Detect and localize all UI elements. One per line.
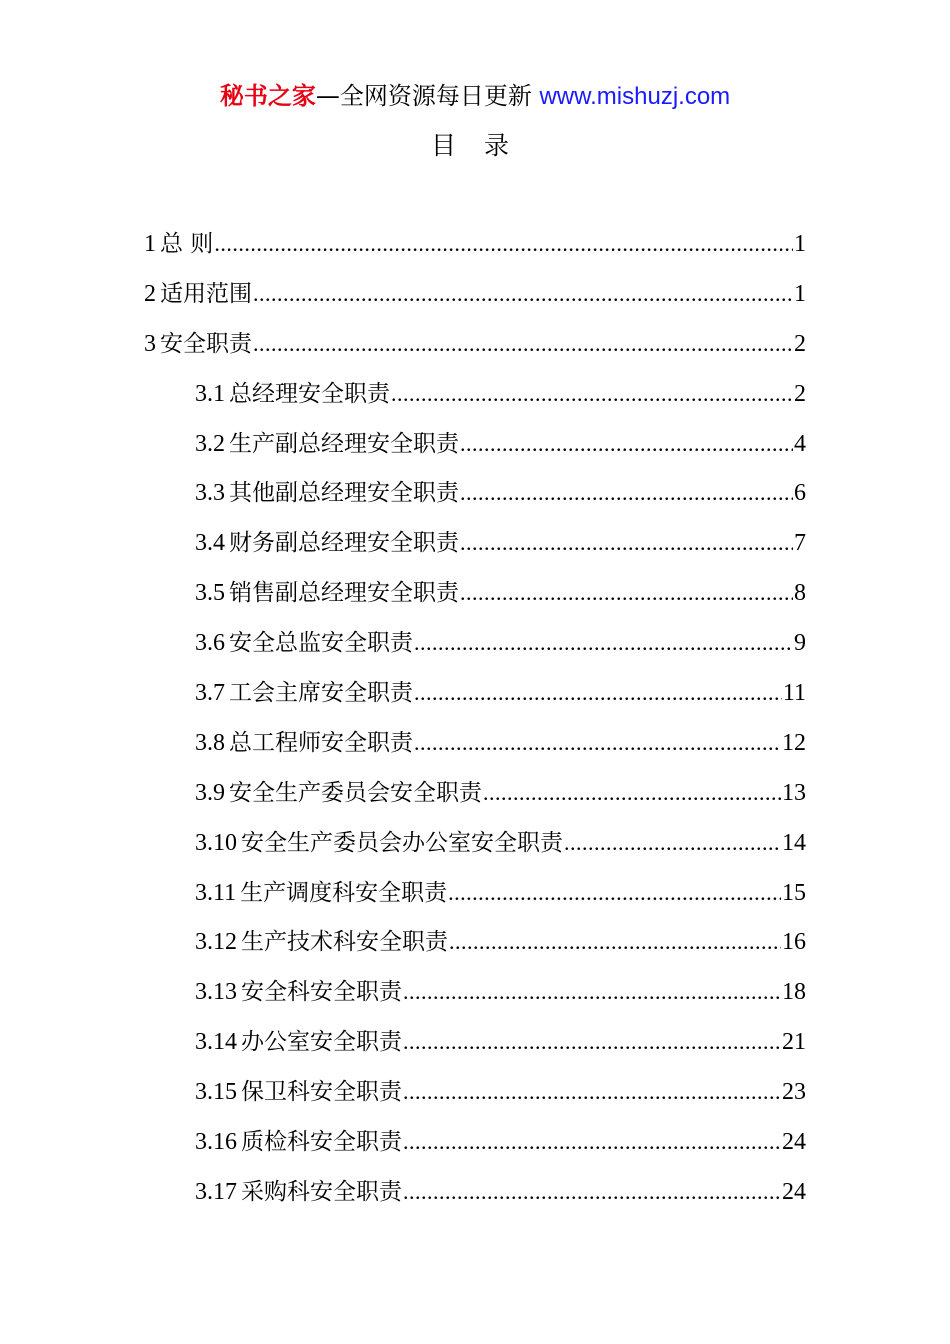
toc-entry-number: 3.9: [195, 779, 225, 806]
toc-entry[interactable]: [0, 723, 950, 773]
toc-entry-label: 工会主席安全职责: [229, 680, 413, 707]
toc-entry-page-number: 9: [794, 630, 806, 657]
toc-dot-leader: [403, 1072, 781, 1112]
toc-entry-label: 生产技术科安全职责: [241, 929, 448, 956]
site-header: [0, 80, 950, 113]
toc-entry[interactable]: [0, 972, 950, 1022]
toc-dot-leader: [449, 922, 781, 962]
toc-entry-label: 采购科安全职责: [241, 1178, 402, 1205]
toc-entry-page-number: 15: [782, 879, 806, 906]
toc-entry-page-number: 8: [794, 580, 806, 607]
toc-entry-page-number: 21: [782, 1029, 806, 1056]
toc-entry-number: 1: [144, 231, 156, 257]
toc-entry-number: 3.2: [195, 430, 225, 457]
toc-dot-leader: [414, 723, 781, 763]
toc-entry-label: 总工程师安全职责: [229, 729, 413, 756]
toc-entry-page-number: 24: [782, 1178, 806, 1205]
toc-entry-label: 办公室安全职责: [241, 1029, 402, 1056]
toc-entry-number: 3.13: [195, 979, 237, 1006]
toc-entry[interactable]: [0, 1022, 950, 1072]
toc-entry-number: 3.11: [195, 879, 237, 906]
toc-entry-page-number: 11: [782, 680, 806, 707]
toc-entry[interactable]: [0, 473, 950, 523]
toc-dot-leader: [460, 424, 793, 464]
toc-entry-number: 3.14: [195, 1029, 237, 1056]
toc-entry-number: 3.15: [195, 1079, 237, 1106]
toc-entry-number: 3.4: [195, 530, 225, 557]
toc-dot-leader: [414, 673, 782, 713]
toc-entry-label: 总 则: [160, 231, 214, 257]
page-title: 目 录: [431, 131, 519, 160]
toc-dot-leader: [403, 1022, 781, 1062]
toc-dot-leader: [448, 873, 781, 913]
brand-name: 秘书之家: [219, 82, 316, 110]
toc-entry-page-number: 12: [782, 729, 806, 756]
toc-entry-label: 适用范围: [160, 280, 252, 307]
toc-dot-leader: [403, 1172, 781, 1212]
table-of-contents: [0, 224, 950, 1222]
toc-dot-leader: [403, 1122, 781, 1162]
toc-entry-page-number: 24: [782, 1129, 806, 1156]
toc-entry-label: 财务副总经理安全职责: [229, 530, 459, 557]
toc-entry-number: 3.12: [195, 929, 237, 956]
toc-dot-leader: [460, 573, 793, 613]
toc-entry-label: 销售副总经理安全职责: [229, 580, 459, 607]
toc-entry-number: 2: [144, 280, 156, 307]
toc-entry[interactable]: [0, 274, 950, 324]
toc-entry-page-number: 1: [794, 231, 806, 257]
toc-entry-page-number: 23: [782, 1079, 806, 1106]
toc-entry-number: 3.1: [195, 380, 225, 407]
toc-entry-page-number: 16: [782, 929, 806, 956]
toc-dot-leader: [564, 823, 781, 863]
toc-entry-page-number: 18: [782, 979, 806, 1006]
toc-entry[interactable]: [0, 424, 950, 474]
toc-entry-number: 3.3: [195, 480, 225, 507]
toc-entry[interactable]: [0, 1072, 950, 1122]
toc-entry-label: 其他副总经理安全职责: [229, 480, 459, 507]
toc-entry-page-number: 13: [782, 779, 806, 806]
toc-entry-number: 3.7: [195, 680, 225, 707]
toc-entry-number: 3.17: [195, 1178, 237, 1205]
toc-entry-number: 3.10: [195, 829, 237, 856]
toc-dot-leader: [460, 473, 793, 513]
toc-entry-number: 3.5: [195, 580, 225, 607]
toc-entry-number: 3.6: [195, 630, 225, 657]
toc-entry[interactable]: [0, 773, 950, 823]
toc-dot-leader: [460, 523, 793, 563]
toc-entry-label: 总经理安全职责: [229, 380, 390, 407]
header-tagline: —全网资源每日更新: [315, 82, 540, 110]
toc-entry-page-number: 6: [794, 480, 806, 507]
toc-entry-label: 生产调度科安全职责: [240, 879, 448, 906]
toc-entry[interactable]: [0, 823, 950, 873]
toc-entry[interactable]: [0, 1122, 950, 1172]
toc-entry-label: 安全总监安全职责: [229, 630, 413, 657]
toc-entry-page-number: 7: [794, 530, 806, 557]
toc-entry[interactable]: [0, 873, 950, 923]
toc-entry-number: 3.16: [195, 1129, 237, 1156]
toc-entry[interactable]: [0, 324, 950, 374]
toc-entry[interactable]: [0, 224, 950, 274]
toc-entry-page-number: 2: [794, 380, 806, 407]
toc-entry-label: 安全生产委员会办公室安全职责: [241, 829, 563, 856]
toc-entry[interactable]: [0, 523, 950, 573]
toc-dot-leader: [253, 274, 793, 314]
toc-entry-page-number: 14: [782, 829, 806, 856]
toc-entry-number: 3: [144, 330, 156, 357]
toc-entry-label: 安全职责: [160, 330, 252, 357]
toc-entry-label: 质检科安全职责: [241, 1129, 402, 1156]
toc-entry-page-number: 1: [794, 280, 806, 307]
toc-entry[interactable]: [0, 1172, 950, 1222]
toc-entry-label: 安全科安全职责: [241, 979, 402, 1006]
toc-entry-page-number: 2: [794, 330, 806, 357]
toc-dot-leader: [403, 972, 781, 1012]
toc-entry[interactable]: [0, 623, 950, 673]
toc-dot-leader: [214, 224, 793, 264]
toc-dot-leader: [414, 623, 793, 663]
toc-entry[interactable]: [0, 573, 950, 623]
toc-entry[interactable]: [0, 374, 950, 424]
toc-dot-leader: [391, 374, 793, 414]
toc-entry-label: 生产副总经理安全职责: [229, 430, 459, 457]
toc-entry-page-number: 4: [794, 430, 806, 457]
toc-entry-label: 安全生产委员会安全职责: [229, 779, 482, 806]
toc-entry-label: 保卫科安全职责: [241, 1079, 402, 1106]
toc-dot-leader: [483, 773, 781, 813]
toc-dot-leader: [253, 324, 793, 364]
site-url-link[interactable]: www.mishuzj.com: [539, 83, 731, 110]
toc-entry[interactable]: [0, 922, 950, 972]
toc-entry-number: 3.8: [195, 729, 225, 756]
toc-entry[interactable]: [0, 673, 950, 723]
